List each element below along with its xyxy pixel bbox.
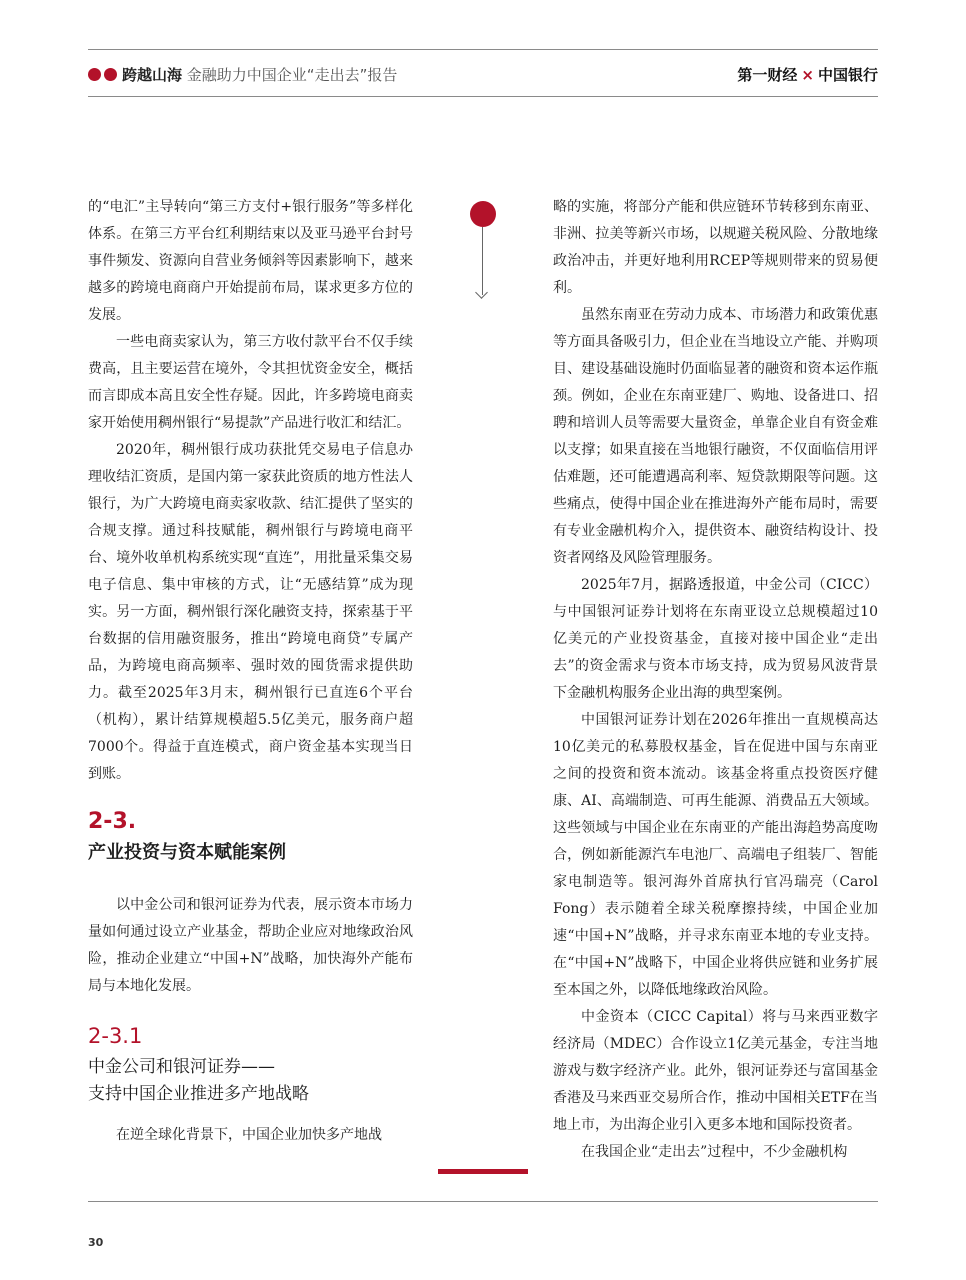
partner-boc: 中国银行 (817, 66, 878, 84)
brand-subtitle: 金融助力中国企业“走出去”报告 (186, 66, 398, 84)
partner-separator: × (801, 66, 814, 84)
subsection-title-line: 中金公司和银河证券—— (88, 1057, 275, 1077)
red-accent-bar (438, 1169, 528, 1174)
paragraph: 在我国企业“走出去”过程中，不少金融机构 (581, 1144, 848, 1160)
vertical-line (482, 227, 483, 295)
paragraph: 虽然东南亚在劳动力成本、市场潜力和政策优惠等方面具备吸引力，但企业在当地设立产能、并购项目、建设基础设施时仍面临显著的融资和资本运作瓶颈。例如，企业在东南亚建厂、购地、设备进口、招聘和培训人员等需要大量资金，单靠企业自有资金难以支撑；如果直接在当地银行融资，不仅面临信用评估难题，还可能遭遇高利率、短贷款期限等问题。这些痛点，使得中国企业在推进海外产能布局时，需要有专业金融机构介入，提供资本、融资结构设计、投资者网络及风险管理服务。 (553, 307, 878, 566)
header-top-rule (88, 49, 878, 50)
section-number: 2-3. (88, 809, 137, 834)
subsection-number: 2-3.1 (88, 1024, 143, 1048)
paragraph: 中国银河证券计划在2026年推出一直规模高达10亿美元的私募股权基金，旨在促进中国与东南亚之间的投资和资本流动。该基金将重点投资医疗健康、AI、高端制造、可再生能源、消费品五大领域。这些领域与中国企业在东南亚的产能出海趋势高度吻合，例如新能源汽车电池厂、高端电子组装厂、智能家电制造等。银河海外首席执行官冯瑞亮（Carol Fong）表示随着全球关税摩擦持续，中国企业加速“中国+N”战略，并寻求东南亚本地的专业支持。在“中国+N”战略下，中国企业将供应链和业务扩展至本国之外，以降低地缘政治风险。 (553, 712, 878, 998)
paragraph: 2025年7月，据路透报道，中金公司（CICC）与中国银河证券计划将在东南亚设立总规模超过10亿美元的产业投资基金，直接对接中国企业“走出去”的资金需求与资本市场支持，成为贸易风波背景下金融机构服务企业出海的典型案例。 (553, 577, 878, 701)
report-brand (122, 64, 397, 85)
arrow-down-icon (475, 286, 488, 299)
paragraph: 2020年，稠州银行成功获批凭交易电子信息办理收结汇资质，是国内第一家获此资质的地方性法人银行，为广大跨境电商卖家收款、结汇提供了坚实的合规支撑。通过科技赋能，稠州银行与跨境电商平台、境外收单机构系统实现“直连”，用批量采集交易电子信息、集中审核的方式，让“无感结算”成为现实。另一方面，稠州银行深化融资支持，探索基于平台数据的信用融资服务，推出“跨境电商贷”专属产品，为跨境电商高频率、强时效的囤货需求提供助力。截至2025年3月末，稠州银行已直连6个平台（机构），累计结算规模超5.5亿美元，服务商户超7000个。得益于直连模式，商户资金基本实现当日到账。 (88, 442, 413, 782)
page-header (88, 62, 878, 88)
paragraph: 在逆全球化背景下，中国企业加快多产地战 (116, 1127, 382, 1143)
continue-arrow-ornament (470, 201, 496, 301)
header-bottom-rule (88, 96, 878, 97)
page-number: 30 (88, 1236, 104, 1249)
brand-bold-title: 跨越山海 (122, 66, 183, 84)
paragraph: 略的实施，将部分产能和供应链环节转移到东南亚、非洲、拉美等新兴市场，以规避关税风险、分散地缘政治冲击，并更好地利用RCEP等规则带来的贸易便利。 (553, 199, 878, 296)
left-column (88, 194, 413, 1149)
paragraph: 中金资本（CICC Capital）将与马来西亚数字经济局（MDEC）合作设立1亿美元基金，专注当地游戏与数字经济产业。此外，银河证券还与富国基金香港及马来西亚交易所合作，推动中国相关ETF在当地上市，为出海企业引入更多本地和国际投资者。 (553, 1009, 878, 1133)
red-circle-icon (470, 201, 496, 227)
section-intro: 以中金公司和银河证券为代表，展示资本市场力量如何通过设立产业基金，帮助企业应对地缘政治风险，推动企业建立“中国+N”战略，加快海外产能布局与本地化发展。 (88, 897, 413, 994)
paragraph: 的“电汇”主导转向“第三方支付+银行服务”等多样化体系。在第三方平台红利期结束以及亚马逊平台封号事件频发、资源向自营业务倾斜等因素影响下，越来越多的跨境电商商户开始提前布局，谋求更多方位的发展。 (88, 199, 413, 323)
subsection-title-line: 支持中国企业推进多产地战略 (88, 1084, 309, 1104)
red-dot-icon (88, 68, 101, 81)
paragraph: 一些电商卖家认为，第三方收付款平台不仅手续费高，且主要运营在境外，令其担忧资金安全，概括而言即成本高且安全性存疑。因此，许多跨境电商卖家开始使用稠州银行“易提款”产品进行收汇和结汇。 (88, 334, 413, 431)
section-title: 产业投资与资本赋能案例 (88, 842, 286, 863)
subsection-title (88, 1054, 413, 1108)
footer-rule (88, 1201, 878, 1202)
partner-logos (737, 64, 878, 85)
right-column (553, 194, 878, 1166)
partner-yicai: 第一财经 (737, 66, 798, 84)
red-dot-icon (104, 68, 117, 81)
